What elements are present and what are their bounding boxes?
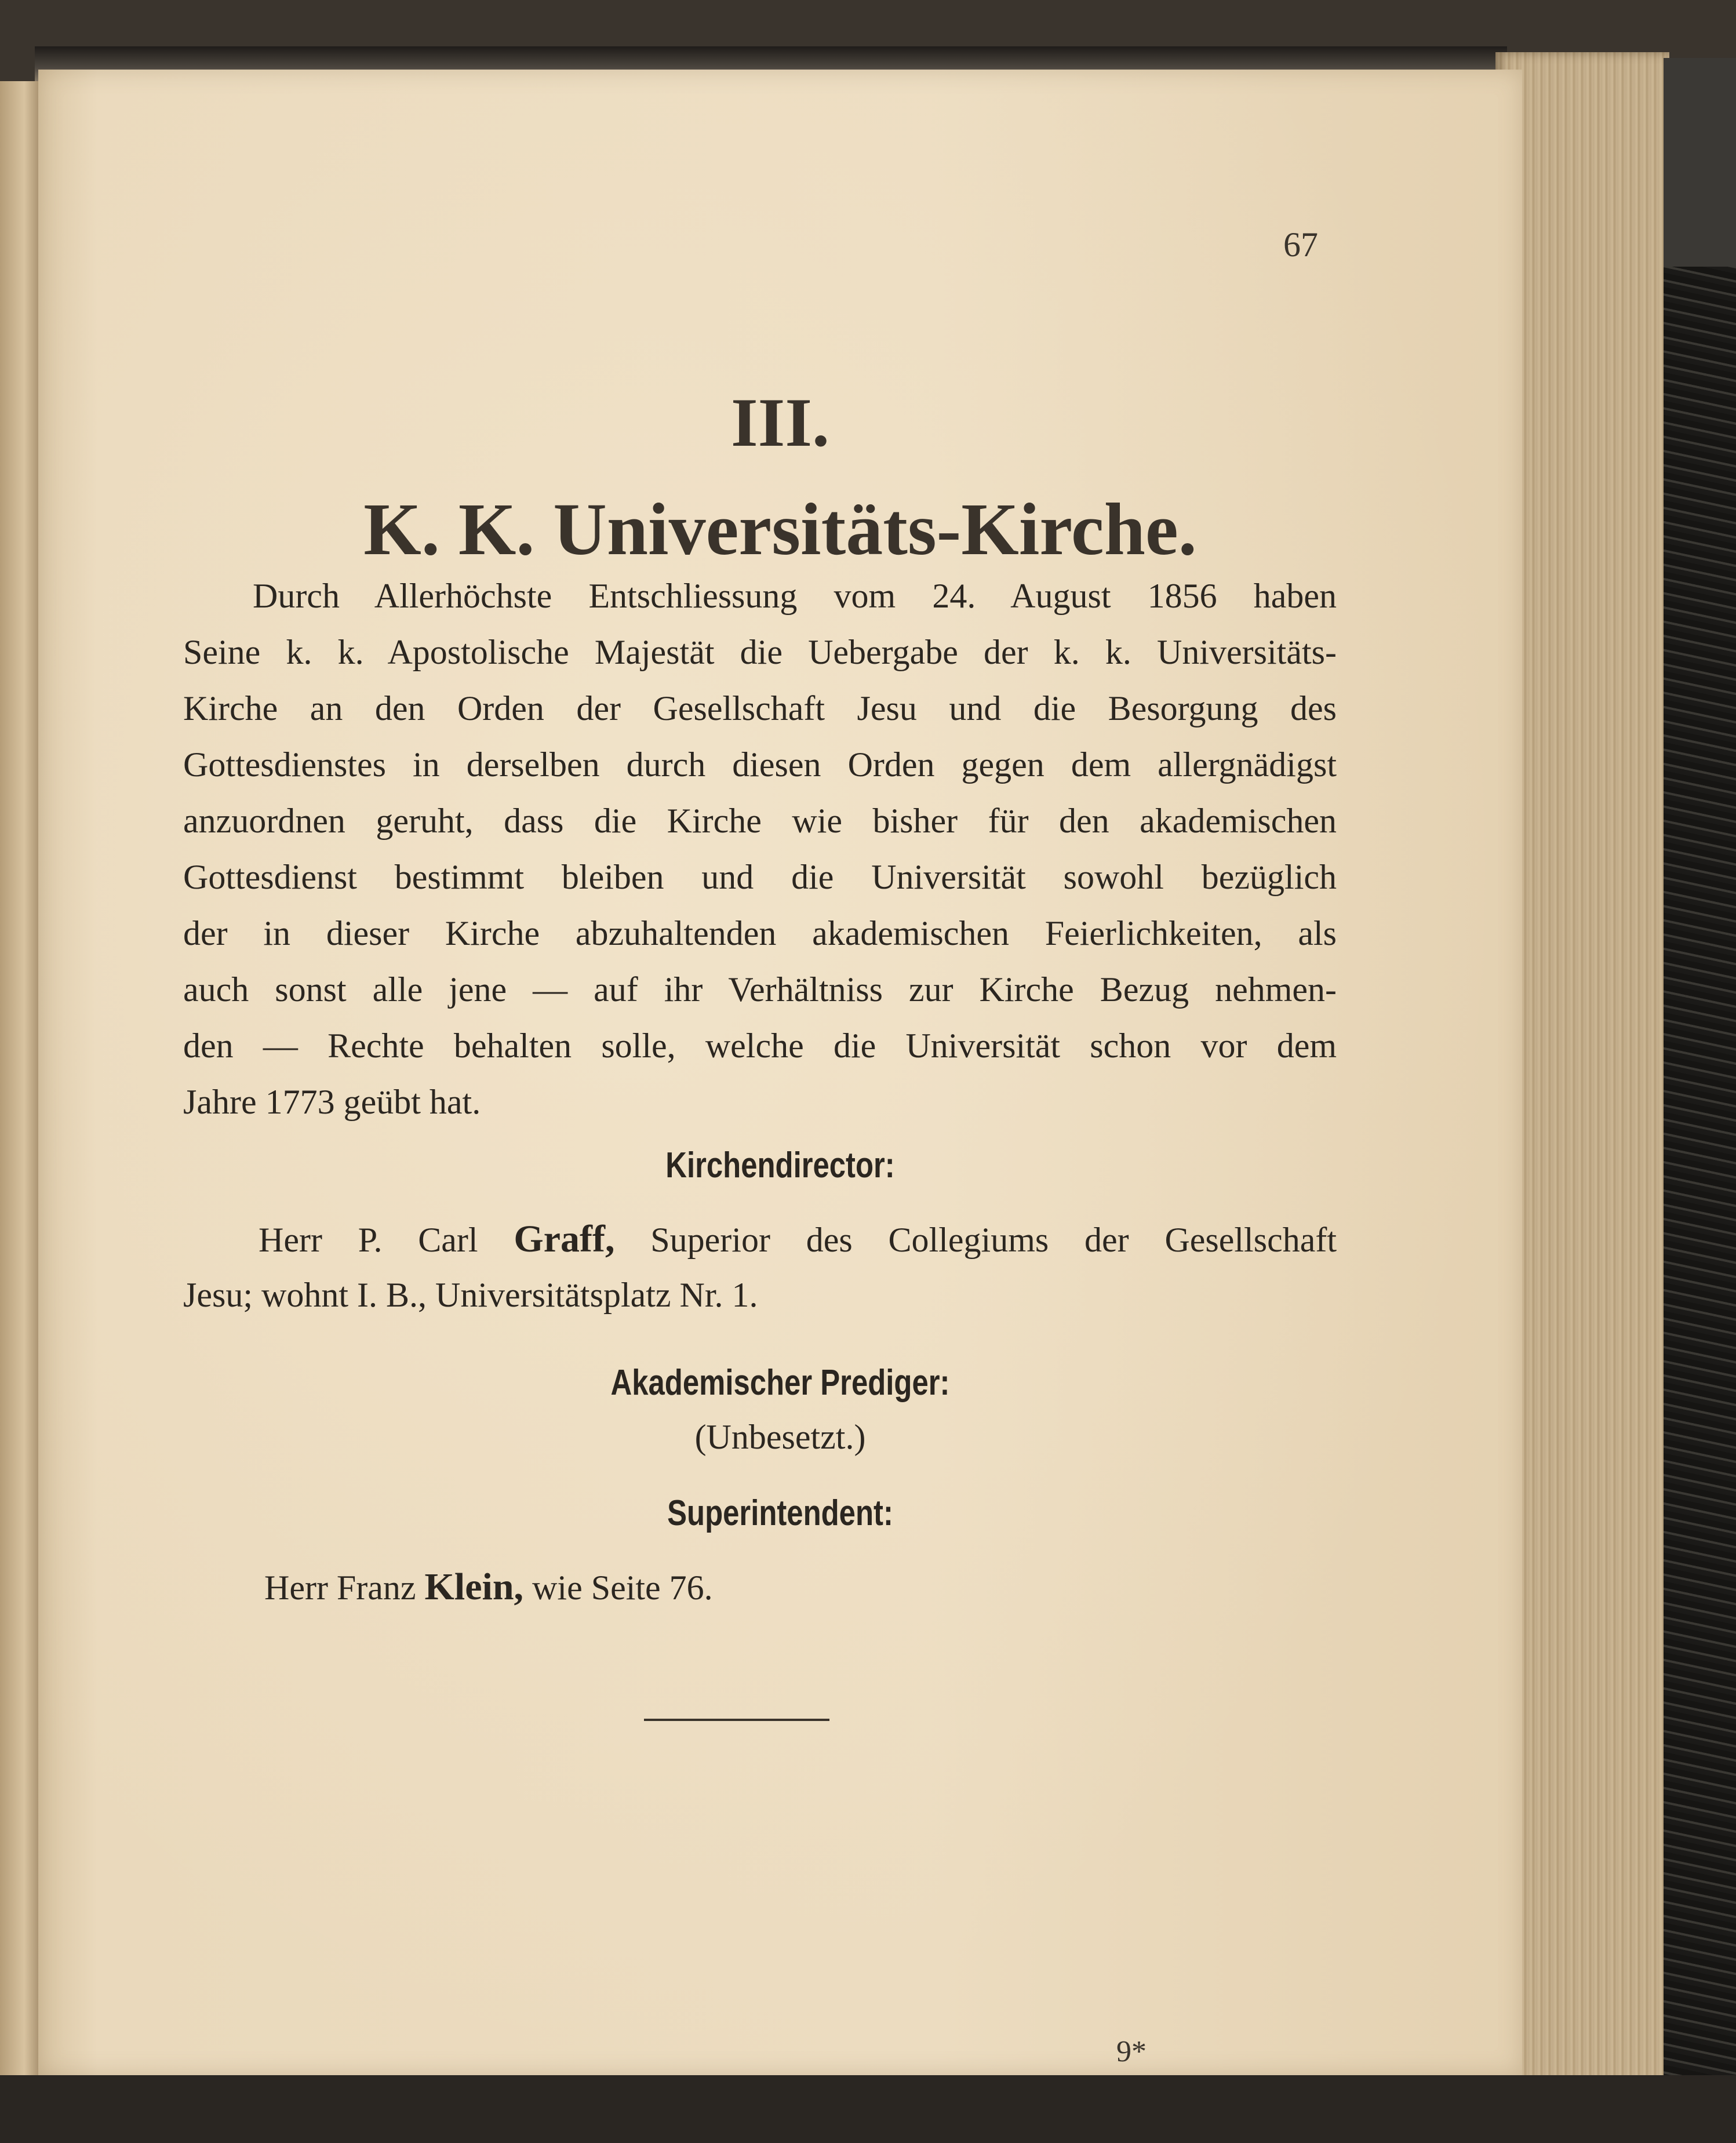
left-page-edge	[0, 81, 41, 2075]
marbled-cover	[1664, 58, 1736, 2122]
heading-kirchendirector: Kirchendirector:	[665, 1145, 895, 1185]
heading-akademischer-prediger: Akademischer Prediger:	[610, 1363, 950, 1403]
body-line: Seine k. k. Apostolische Majestät die Uebergabe der k. k. Universitäts-	[183, 633, 1337, 671]
body-line: Durch Allerhöchste Entschliessung vom 24. August 1856 haben	[253, 577, 1337, 615]
body-line: Gottesdienstes in derselben durch diesen Orden gegen dem allergnädigst	[183, 745, 1337, 784]
cover-corner	[1664, 58, 1736, 267]
superintendent-entry	[264, 1565, 713, 1609]
superintendent-reference: wie Seite 76.	[523, 1569, 713, 1607]
bottom-background	[0, 2075, 1736, 2143]
superintendent-name: Klein,	[424, 1566, 524, 1608]
section-number: III.	[730, 384, 830, 461]
body-line: den — Rechte behalten solle, welche die Universität schon vor dem	[183, 1027, 1337, 1065]
director-entry-line2: Jesu; wohnt I. B., Universitätsplatz Nr. 1.	[183, 1276, 758, 1314]
director-name: Graff,	[514, 1218, 615, 1260]
body-line: der in dieser Kirche abzuhaltenden akademischen Feierlichkeiten, als	[183, 914, 1337, 952]
body-line: Kirche an den Orden der Gesellschaft Jesu und die Besorgung des	[183, 689, 1337, 727]
body-line: Jahre 1773 geübt hat.	[183, 1083, 481, 1121]
superintendent-prefix: Herr Franz	[264, 1569, 425, 1607]
director-prefix: Herr P. Carl	[259, 1221, 514, 1259]
body-line: auch sonst alle jene — auf ihr Verhältniss zur Kirche Bezug nehmen-	[183, 970, 1337, 1009]
signature-mark: 9*	[1116, 2035, 1147, 2068]
heading-superintendent: Superintendent:	[667, 1493, 893, 1533]
body-line: anzuordnen geruht, dass die Kirche wie bisher für den akademischen	[183, 802, 1337, 840]
page-title: K. K. Universitäts-Kirche.	[363, 488, 1197, 570]
page-number: 67	[1283, 225, 1318, 264]
section-divider	[644, 1719, 829, 1721]
director-title: Superior des Collegiums der Gesellschaft	[614, 1221, 1337, 1259]
director-entry-line1	[259, 1217, 1337, 1261]
preacher-value: (Unbesetzt.)	[694, 1418, 866, 1456]
book-page	[38, 70, 1522, 2075]
body-line: Gottesdienst bestimmt bleiben und die Universität sowohl bezüglich	[183, 858, 1337, 896]
body-paragraph	[183, 568, 1337, 1130]
